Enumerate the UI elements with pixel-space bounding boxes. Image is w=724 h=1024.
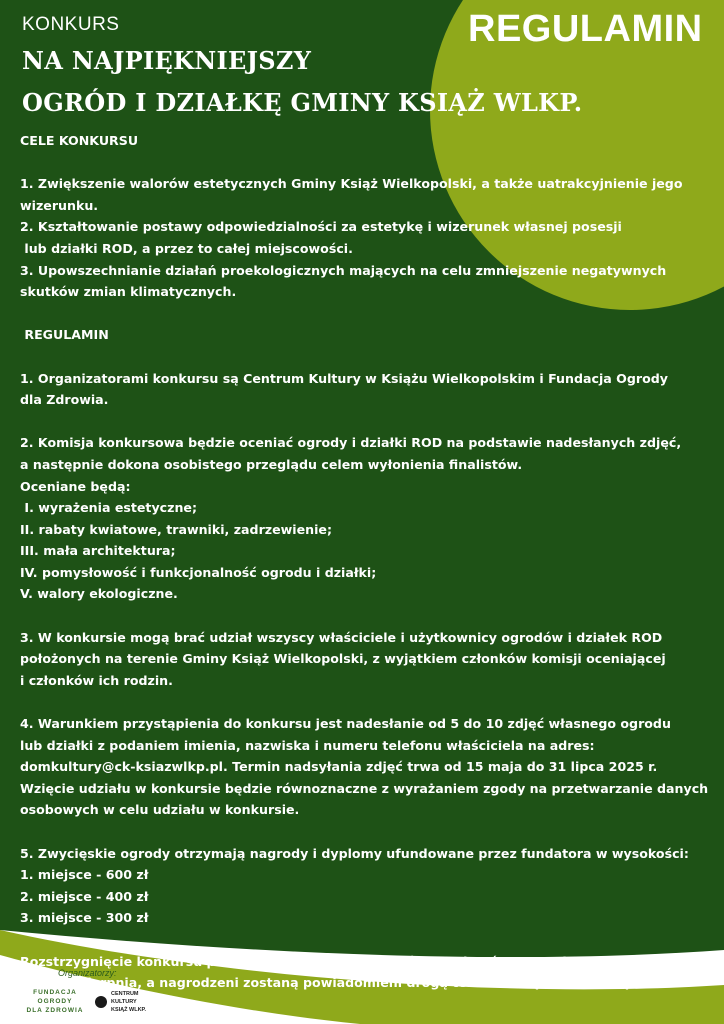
konkurs-label: KONKURS [22,14,120,35]
headline-line-1: NA NAJPIĘKNIEJSZY [22,46,312,75]
body-line: skutków zmian klimatycznych. [20,284,237,300]
circle-logo-icon [95,996,107,1008]
body-line [20,929,720,951]
fundacja-logo-line: DLA ZDROWIA [26,1007,84,1014]
body-line: lub działki z podaniem imienia, nazwiska i numeru telefonu właściciela na adres: [20,737,595,753]
body-line: Wzięcie udziału w konkursie będzie równoznaczne z wyrażaniem zgody na przetwarzanie danych [20,780,709,796]
body-line: lub działki ROD, a przez to całej miejscowości. [20,240,353,256]
body-line: 1. Zwiększenie walorów estetycznych Gminy Książ Wielkopolski, a także uatrakcyjnienie jego [20,176,683,192]
email-line[interactable]: domkultury@ck-ksiazwlkp.pl. Termin nadsyłania zdjęć trwa od 15 maja do 31 lipca 2025 r. [20,759,658,775]
fundacja-logo-line: OGRODY [37,998,73,1005]
fundacja-logo-line: FUNDACJA [33,989,77,996]
centrum-kultury-logo-text [111,990,171,1014]
body-line [20,152,720,174]
body-line [20,605,720,627]
body-line [20,821,720,843]
body-line: 1. Organizatorami konkursu są Centrum Kultury w Książu Wielkopolskim i Fundacja Ogrody [20,370,668,386]
body-line: 3. Upowszechnianie działań proekologicznych mających na celu zmniejszenie negatywnych [20,262,667,278]
body-line: IV. pomysłowość i funkcjonalność ogrodu i działki; [20,564,377,580]
body-line: REGULAMIN [20,327,109,343]
body-line [20,346,720,368]
body-line [20,411,720,433]
body-line: 1. miejsce - 600 zł [20,867,149,883]
body-line: I. wyrażenia estetyczne; [20,500,197,516]
body-line: CELE KONKURSU [20,133,139,148]
rules-body [20,130,720,994]
body-line: 2. Komisja konkursowa będzie oceniać ogrody i działki ROD na podstawie nadesłanych zdjęć, [20,435,682,451]
body-line: dla Zdrowia. [20,392,109,408]
body-line: połowie sierpnia, a nagrodzeni zostaną powiadomieni drogą telefoniczną lub mailową. [20,975,635,991]
body-line: III. mała architektura; [20,543,176,559]
fundacja-logo [26,988,84,1015]
centrum-logo-line: KULTURY [111,999,137,1005]
body-line: osobowych w celu udziału w konkursie. [20,802,300,818]
body-line: 2. Kształtowanie postawy odpowiedzialności za estetykę i wizerunek własnej posesji [20,219,622,235]
body-line: i członków ich rodzin. [20,672,173,688]
body-line: 2. miejsce - 400 zł [20,888,149,904]
body-line [20,691,720,713]
body-line: II. rabaty kwiatowe, trawniki, zadrzewienie; [20,521,333,537]
body-line: a następnie dokona osobistego przeglądu celem wyłonienia finalistów. [20,456,523,472]
organizers-label: Organizatorzy: [58,968,117,978]
body-line: V. walory ekologiczne. [20,586,178,602]
body-line: 5. Zwycięskie ogrody otrzymają nagrody i dyplomy ufundowane przez fundatora w wysokości: [20,845,689,861]
body-line: 3. W konkursie mogą brać udział wszyscy właściciele i użytkownicy ogrodów i działek ROD [20,629,663,645]
centrum-logo-line: CENTRUM [111,991,139,997]
body-line: 4. Warunkiem przystąpienia do konkursu jest nadesłanie od 5 do 10 zdjęć własnego ogrodu [20,716,671,732]
body-line: położonych na terenie Gminy Książ Wielkopolski, z wyjątkiem członków komisji oceniającej [20,651,666,667]
regulamin-title: REGULAMIN [468,8,703,50]
centrum-logo-line: KSIĄŻ WLKP. [111,1007,147,1013]
body-line [20,303,720,325]
body-line: wizerunku. [20,197,99,213]
body-line: Rozstrzygnięcie konkursu połączone z rozdaniem nagród i dyplomów nastąpi w drugiej [20,953,638,969]
body-line: Oceniane będą: [20,478,131,494]
headline-line-2: OGRÓD I DZIAŁKĘ GMINY KSIĄŻ WLKP. [22,88,583,117]
body-line: 3. miejsce - 300 zł [20,910,149,926]
